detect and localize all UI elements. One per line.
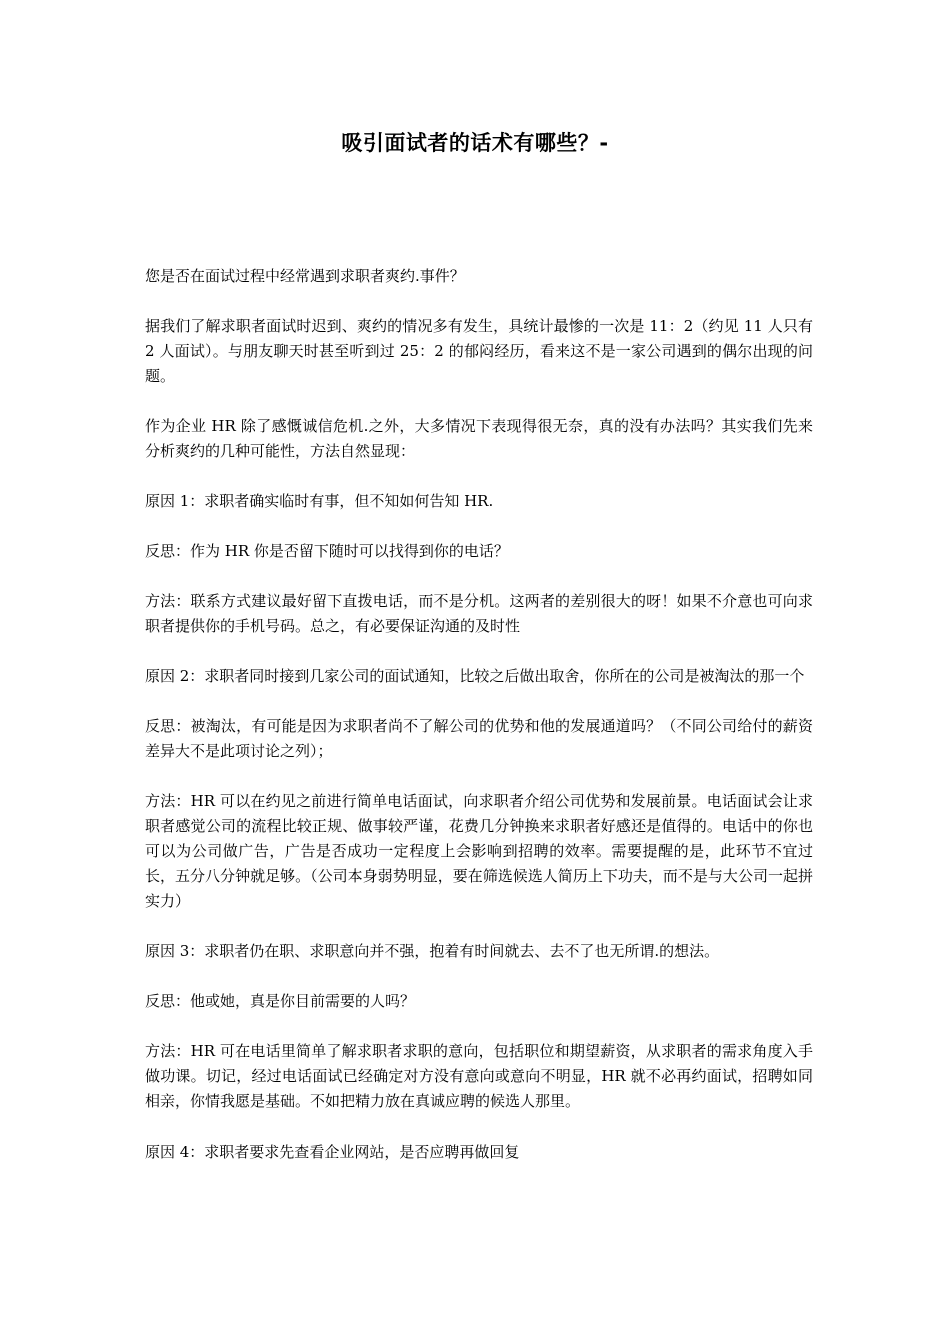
paragraph-reflection-1: 反思：作为 HR 你是否留下随时可以找得到你的电话？ xyxy=(145,542,509,560)
paragraph-method-2: 方法：HR 可以在约见之前进行简单电话面试，向求职者介绍公司优势和发展前景。电话面试会让求职者感觉公司的流程比较正规、做事较严谨，花费几分钟换来求职者好感还是值得的。电话中的你也可以为公司做广告，广告是否成功一定程度上会影响到招聘的效率。需要提醒的是，此环节不宜过长，五分八分钟就足够。（公司本身弱势明显，要在筛选候选人简历上下功夫，而不是与大公司一起拼实力） xyxy=(145,792,813,910)
paragraph-method-3: 方法：HR 可在电话里简单了解求职者求职的意向，包括职位和期望薪资，从求职者的需求角度入手做功课。切记，经过电话面试已经确定对方没有意向或意向不明显，HR 就不必再约面试，招聘如同相亲，你情我愿是基础。不如把精力放在真诚应聘的候选人那里。 xyxy=(145,1042,813,1110)
paragraph-question: 您是否在面试过程中经常遇到求职者爽约.事件？ xyxy=(145,267,465,285)
paragraph-method-1: 方法：联系方式建议最好留下直拨电话，而不是分机。这两者的差别很大的呀！如果不介意也可向求职者提供你的手机号码。总之，有必要保证沟通的及时性 xyxy=(145,592,813,635)
paragraph-reason-3: 原因 3：求职者仍在职、求职意向并不强，抱着有时间就去、去不了也无所谓.的想法。 xyxy=(145,942,720,960)
paragraph-reason-2: 原因 2：求职者同时接到几家公司的面试通知，比较之后做出取舍，你所在的公司是被淘汰的那一个 xyxy=(145,667,805,685)
document-body xyxy=(145,264,813,1190)
paragraph-intro: 作为企业 HR 除了感慨诚信危机.之外，大多情况下表现得很无奈，真的没有办法吗？其实我们先来分析爽约的几种可能性，方法自然显现： xyxy=(145,417,813,460)
paragraph-reflection-2: 反思：被淘汰，有可能是因为求职者尚不了解公司的优势和他的发展通道吗？（不同公司给付的薪资差异大不是此项讨论之列）； xyxy=(145,717,813,760)
paragraph-reason-4: 原因 4：求职者要求先查看企业网站，是否应聘再做回复 xyxy=(145,1143,520,1161)
paragraph-statistics: 据我们了解求职者面试时迟到、爽约的情况多有发生，具统计最惨的一次是 11：2（约见 11 人只有 2 人面试）。与朋友聊天时甚至听到过 25：2 的郁闷经历，看来这不是一家公司遇到的偶尔出现的问题。 xyxy=(145,317,813,385)
paragraph-reflection-3: 反思：他或她，真是你目前需要的人吗？ xyxy=(145,992,416,1010)
document-title: 吸引面试者的话术有哪些？- xyxy=(341,131,609,155)
paragraph-reason-1: 原因 1：求职者确实临时有事，但不知如何告知 HR. xyxy=(145,492,494,510)
